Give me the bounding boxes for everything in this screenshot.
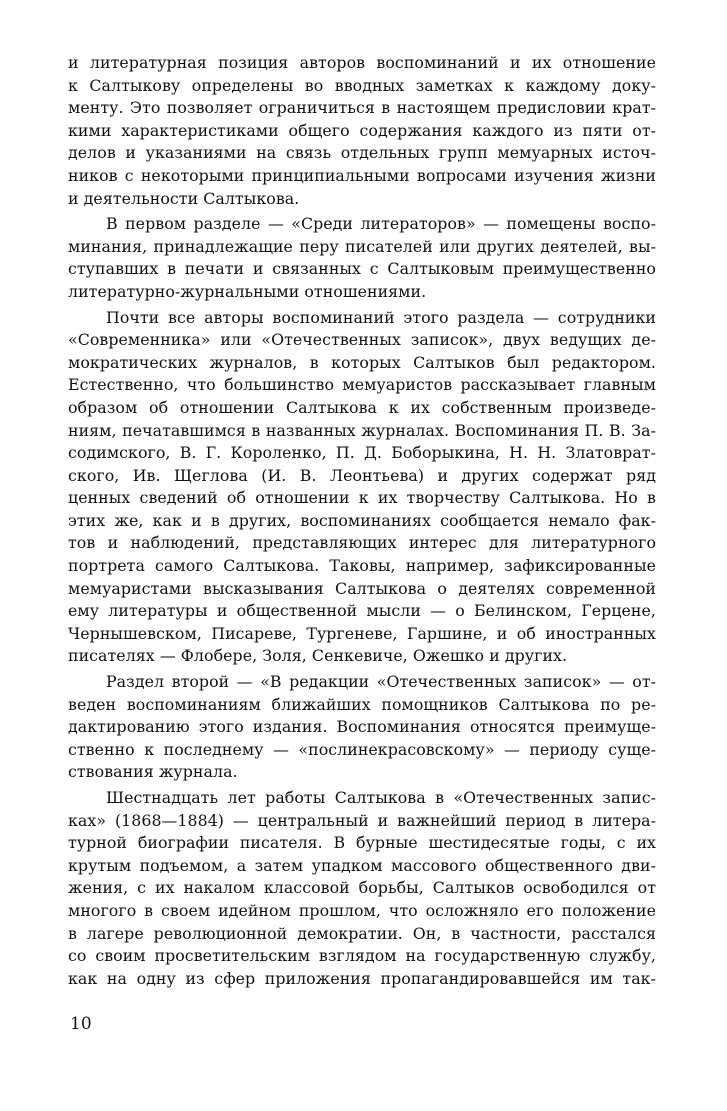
- text-line: этих же, как и в других, воспоминаниях сообщается немало фак-: [68, 510, 656, 530]
- text-line: менту. Это позволяет ограничиться в настоящем предисловии крат-: [68, 98, 656, 118]
- text-line: как на одну из сфер приложения пропагандировавшейся им так-: [68, 968, 656, 988]
- text-line: дактированию этого издания. Воспоминания относятся преимуще-: [68, 717, 656, 737]
- text-line: и деятельности Салтыкова.: [68, 188, 300, 208]
- text-line: Шестнадцать лет работы Салтыкова в «Отечественных запис-: [106, 788, 656, 807]
- text-line: делов и указаниями на связь отдельных групп мемуарных источ-: [68, 143, 656, 163]
- text-line: Почти все авторы воспоминаний этого раздела — сотрудники: [106, 307, 656, 327]
- text-line: ступавших в печати и связанных с Салтыковым преимущественно: [68, 259, 656, 279]
- text-line: Чернышевском, Писареве, Тургеневе, Гаршине, и об иностранных: [68, 623, 656, 643]
- text-line: жения, с их накалом классовой борьбы, Салтыков освободился от: [68, 878, 656, 898]
- text-line: кими характеристиками общего содержания каждого из пяти от-: [68, 120, 656, 140]
- text-line: ников с некоторыми принципиальными вопросами изучения жизни: [68, 165, 656, 185]
- page-number: 10: [70, 1014, 92, 1034]
- text-line: «Современника» или «Отечественных записок», двух ведущих де-: [68, 330, 656, 350]
- text-line: Естественно, что большинство мемуаристов рассказывает главным: [68, 375, 656, 395]
- text-line: к Салтыкову определены во вводных заметках к каждому доку-: [68, 75, 656, 95]
- text-line: писателях — Флобере, Золя, Сенкевиче, Ожешко и других.: [68, 646, 568, 666]
- text-line: минания, принадлежащие перу писателей или других деятелей, вы-: [68, 236, 656, 256]
- text-line: ственно к последнему — «послинекрасовскому» — периоду суще-: [68, 739, 656, 759]
- text-line: ского, Ив. Щеглова (И. В. Леонтьева) и других содержат ряд: [68, 465, 656, 485]
- text-line: веден воспоминаниям ближайших помощников Салтыкова по ре-: [68, 694, 656, 714]
- text-line: многого в своем идейном прошлом, что осложняло его положение: [68, 900, 656, 920]
- text-line: в лагере революционной демократии. Он, в частности, расстался: [68, 923, 656, 943]
- text-line: ствования журнала.: [68, 762, 238, 782]
- text-line: ему литературы и общественной мысли — о Белинском, Герцене,: [68, 601, 656, 621]
- text-line: ниям, печатавшимся в названных журналах. Воспоминания П. В. За-: [68, 420, 656, 440]
- text-line: со своим просветительским взглядом на государственную службу,: [68, 946, 656, 966]
- text-line: ках» (1868—1884) — центральный и важнейший период в литера-: [68, 810, 656, 830]
- text-line: турной биографии писателя. В бурные шестидесятые годы, с их: [68, 833, 656, 853]
- text-line: образом об отношении Салтыкова к их собственным произведе-: [68, 397, 656, 417]
- body-text: [68, 52, 656, 990]
- text-line: содимского, В. Г. Короленко, П. Д. Боборыкина, Н. Н. Златоврат-: [68, 443, 656, 463]
- text-line: тов и наблюдений, представляющих интерес для литературного: [68, 533, 656, 553]
- text-line: крутым подъемом, а затем упадком массового общественного дви-: [68, 855, 656, 875]
- text-line: литературно-журнальными отношениями.: [68, 281, 427, 301]
- text-line: и литературная позиция авторов воспоминаний и их отношение: [68, 53, 656, 72]
- text-line: мемуаристами высказывания Салтыкова о деятелях современной: [68, 578, 656, 598]
- text-line: В первом разделе — «Среди литераторов» — помещены воспо-: [106, 214, 656, 234]
- text-line: портрета самого Салтыкова. Таковы, например, зафиксированные: [68, 556, 656, 576]
- text-line: Раздел второй — «В редакции «Отечественных записок» — от-: [106, 672, 656, 692]
- text-line: мократических журналов, в которых Салтыков был редактором.: [68, 352, 656, 372]
- text-line: ценных сведений об отношении к их творчеству Салтыкова. Но в: [68, 488, 656, 508]
